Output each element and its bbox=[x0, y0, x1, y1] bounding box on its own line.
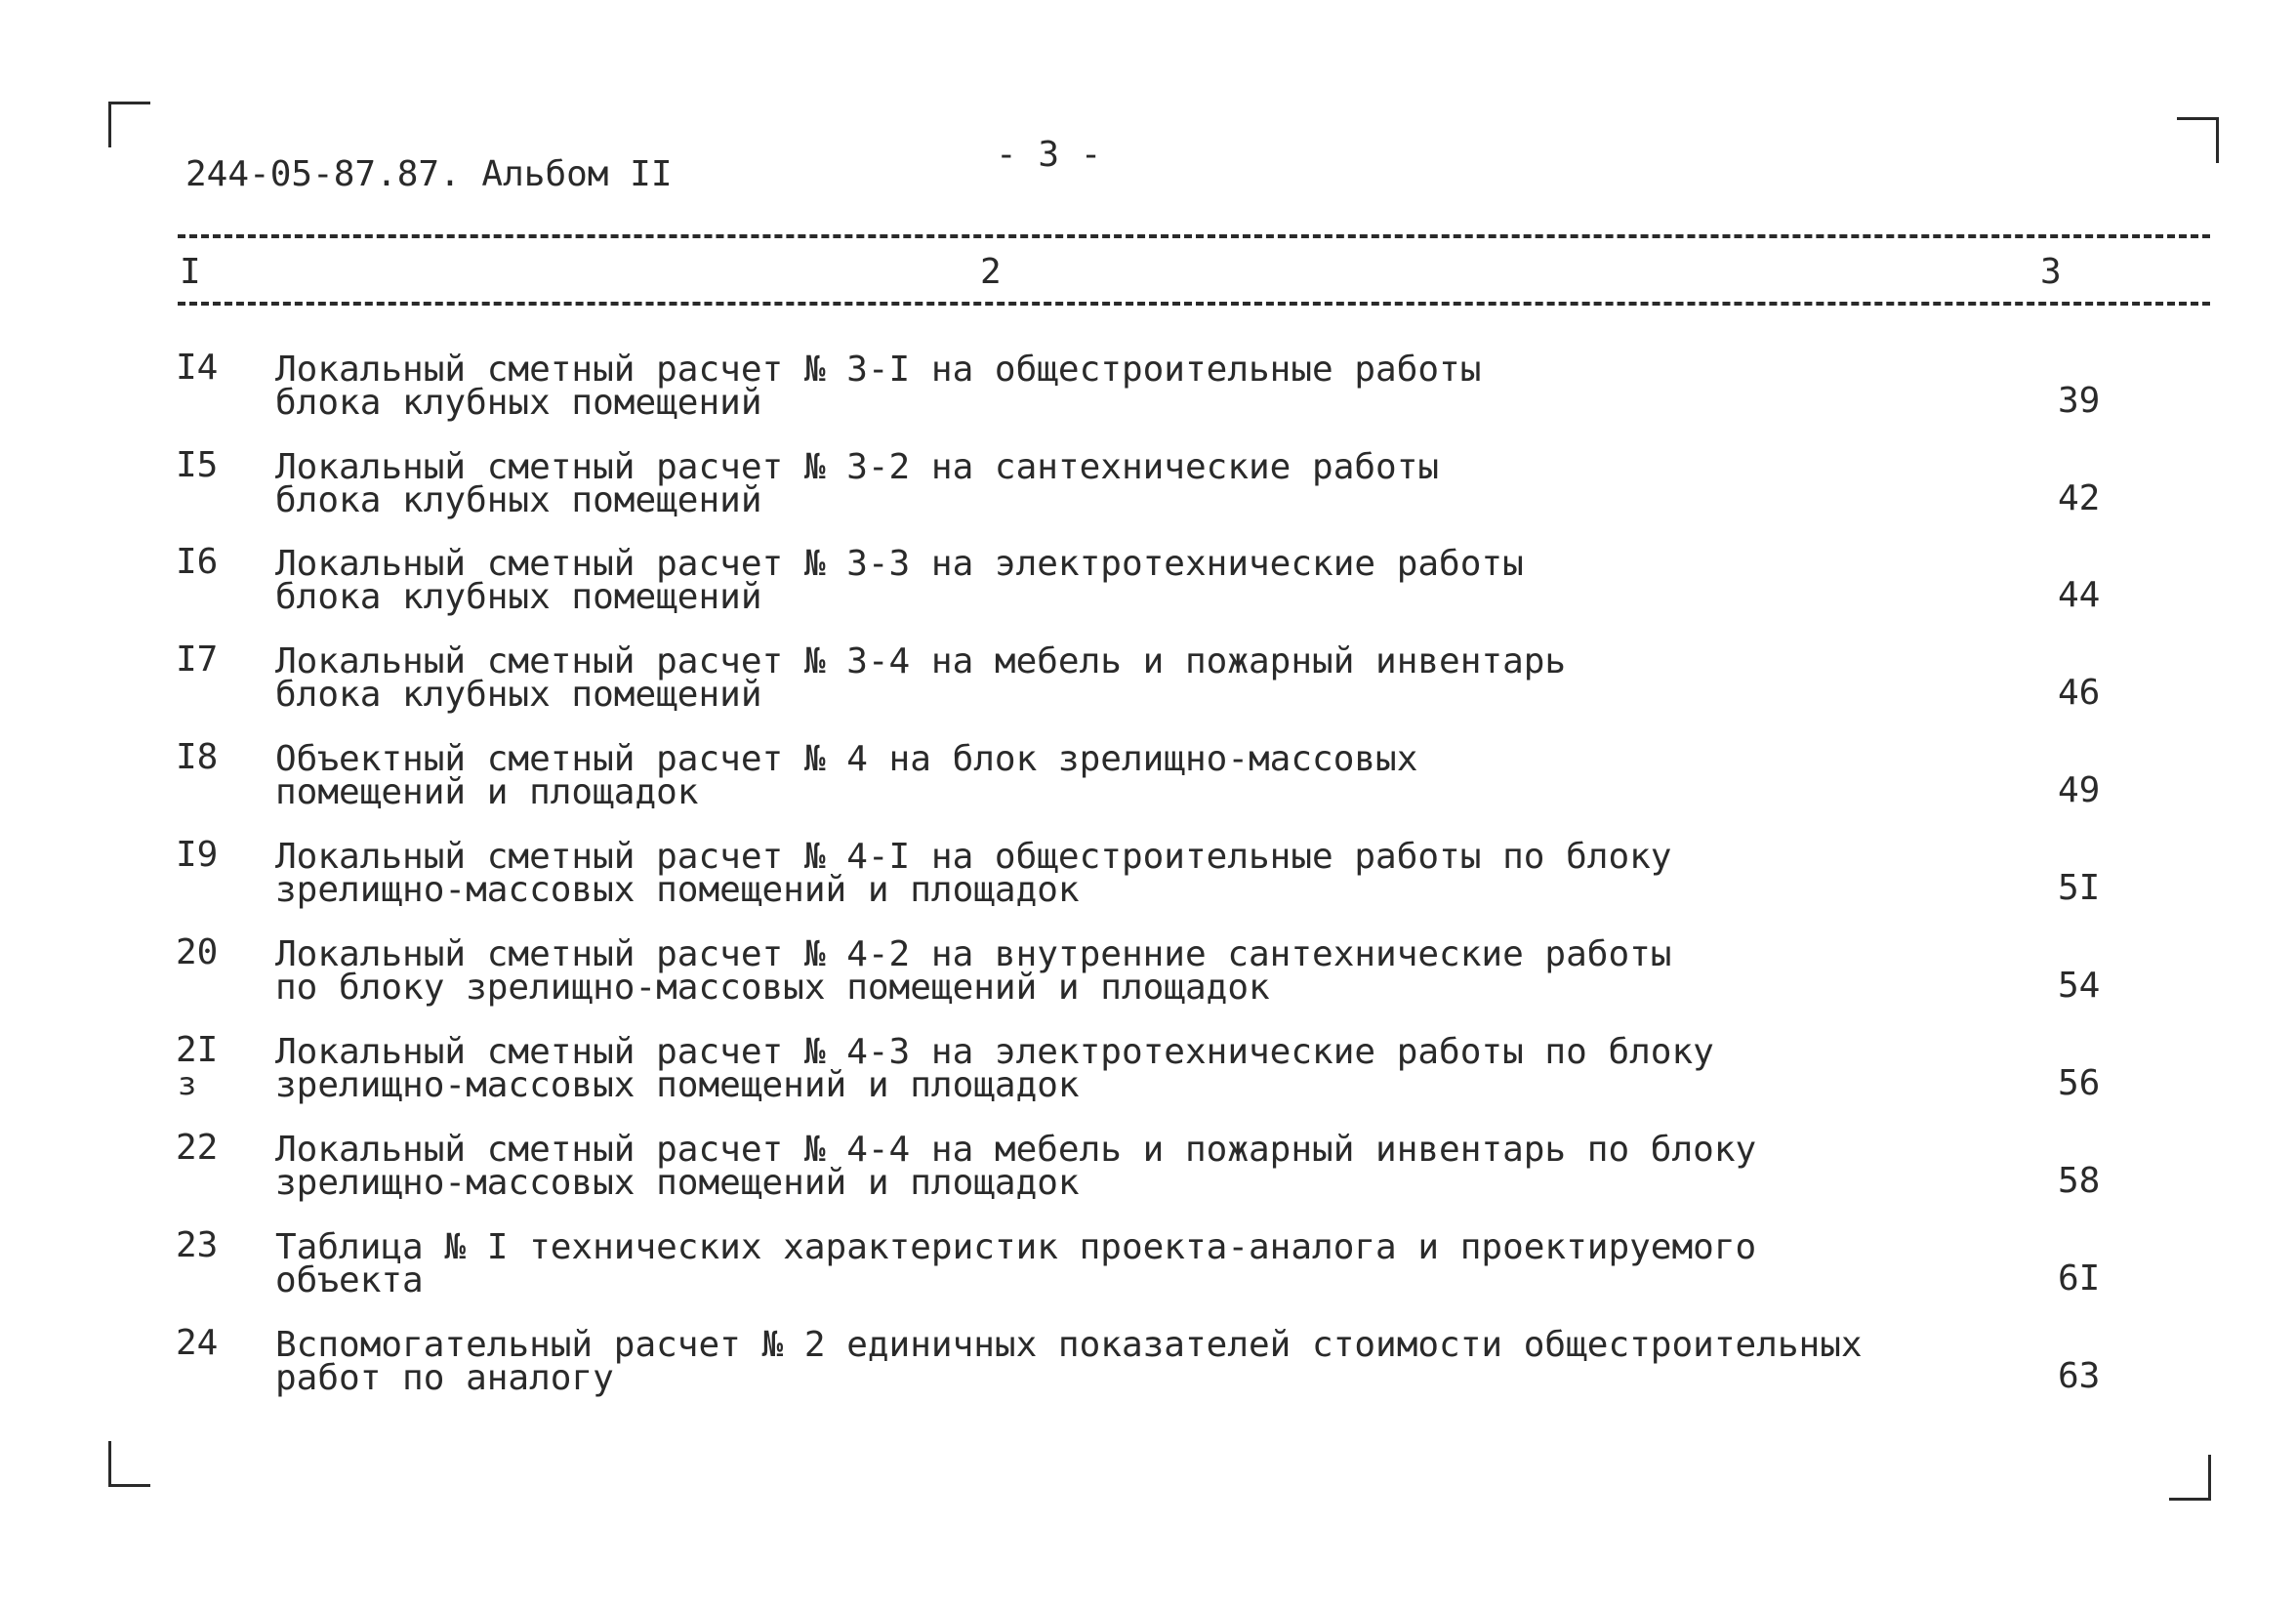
row-title-line-1: Локальный сметный расчет № 4-I на общестроительные работы по блоку bbox=[275, 837, 1672, 877]
row-number: I5 bbox=[176, 445, 219, 485]
dashed-rule-top bbox=[178, 234, 2210, 238]
row-number: I6 bbox=[176, 542, 219, 582]
corner-mark-top-left bbox=[108, 102, 150, 147]
row-title-line-1: Вспомогательный расчет № 2 единичных показателей стоимости общестроительных bbox=[275, 1325, 1863, 1365]
row-number: I7 bbox=[176, 639, 219, 680]
table-row bbox=[0, 1128, 2296, 1225]
row-title-line-2: блока клубных помещений bbox=[275, 675, 762, 715]
table-row bbox=[0, 1225, 2296, 1323]
table-row bbox=[0, 835, 2296, 932]
row-title-line-1: Объектный сметный расчет № 4 на блок зрелищно-массовых bbox=[275, 739, 1418, 779]
row-number: I4 bbox=[176, 348, 219, 388]
table-row bbox=[0, 542, 2296, 639]
document-code: 244-05-87.87. Альбом II bbox=[185, 154, 673, 194]
table-row bbox=[0, 445, 2296, 543]
row-number: I8 bbox=[176, 737, 219, 777]
row-title-line-2: работ по аналогу bbox=[275, 1358, 614, 1398]
corner-mark-bottom-left bbox=[108, 1441, 150, 1487]
row-title-line-1: Таблица № I технических характеристик проекта-аналога и проектируемого bbox=[275, 1227, 1757, 1267]
row-number: 23 bbox=[176, 1225, 219, 1265]
table-row bbox=[0, 1030, 2296, 1128]
row-title-line-1: Локальный сметный расчет № 4-2 на внутренние сантехнические работы bbox=[275, 934, 1672, 974]
table-row bbox=[0, 1323, 2296, 1421]
row-number: I9 bbox=[176, 835, 219, 875]
row-title-line-1: Локальный сметный расчет № 4-3 на электротехнические работы по блоку bbox=[275, 1032, 1714, 1072]
page-number: - 3 - bbox=[996, 135, 1102, 175]
column-header-1: I bbox=[180, 252, 201, 292]
row-title-line-2: зрелищно-массовых помещений и площадок bbox=[275, 1065, 1080, 1105]
row-title-line-1: Локальный сметный расчет № 3-I на общестроительные работы bbox=[275, 350, 1482, 390]
column-header-3: 3 bbox=[2040, 252, 2062, 292]
row-title-line-2: помещений и площадок bbox=[275, 772, 699, 812]
row-title-line-2: зрелищно-массовых помещений и площадок bbox=[275, 1163, 1080, 1203]
row-number: 22 bbox=[176, 1128, 219, 1168]
row-page: 54 bbox=[2058, 966, 2101, 1006]
row-title-line-2: блока клубных помещений bbox=[275, 480, 762, 520]
row-title-line-2: объекта bbox=[275, 1260, 424, 1300]
row-page: 6I bbox=[2058, 1258, 2101, 1299]
row-number: 20 bbox=[176, 932, 219, 972]
table-row bbox=[0, 932, 2296, 1030]
row-title-line-1: Локальный сметный расчет № 4-4 на мебель и пожарный инвентарь по блоку bbox=[275, 1130, 1757, 1170]
column-header-2: 2 bbox=[980, 252, 1002, 292]
row-title-line-1: Локальный сметный расчет № 3-3 на электротехнические работы bbox=[275, 544, 1524, 584]
row-number: 24 bbox=[176, 1323, 219, 1363]
row-page: 42 bbox=[2058, 478, 2101, 518]
row-title-line-1: Локальный сметный расчет № 3-4 на мебель и пожарный инвентарь bbox=[275, 641, 1567, 681]
row-page: 63 bbox=[2058, 1356, 2101, 1396]
corner-mark-top-right bbox=[2177, 117, 2219, 163]
row-title-line-1: Локальный сметный расчет № 3-2 на сантехнические работы bbox=[275, 447, 1440, 487]
row-title-line-2: блока клубных помещений bbox=[275, 383, 762, 423]
row-page: 58 bbox=[2058, 1161, 2101, 1201]
row-number: 2I bbox=[176, 1030, 219, 1070]
table-row bbox=[0, 737, 2296, 835]
row-number-mark: з bbox=[178, 1065, 197, 1102]
row-title-line-2: зрелищно-массовых помещений и площадок bbox=[275, 870, 1080, 910]
row-page: 56 bbox=[2058, 1063, 2101, 1103]
row-page: 39 bbox=[2058, 381, 2101, 421]
row-title-line-2: блока клубных помещений bbox=[275, 577, 762, 617]
row-page: 46 bbox=[2058, 673, 2101, 713]
row-page: 5I bbox=[2058, 868, 2101, 908]
row-title-line-2: по блоку зрелищно-массовых помещений и площадок bbox=[275, 968, 1270, 1008]
corner-mark-bottom-right bbox=[2169, 1455, 2211, 1501]
table-row bbox=[0, 639, 2296, 737]
dashed-rule-bottom bbox=[178, 302, 2210, 306]
table-row bbox=[0, 348, 2296, 445]
row-page: 44 bbox=[2058, 575, 2101, 615]
row-page: 49 bbox=[2058, 770, 2101, 810]
